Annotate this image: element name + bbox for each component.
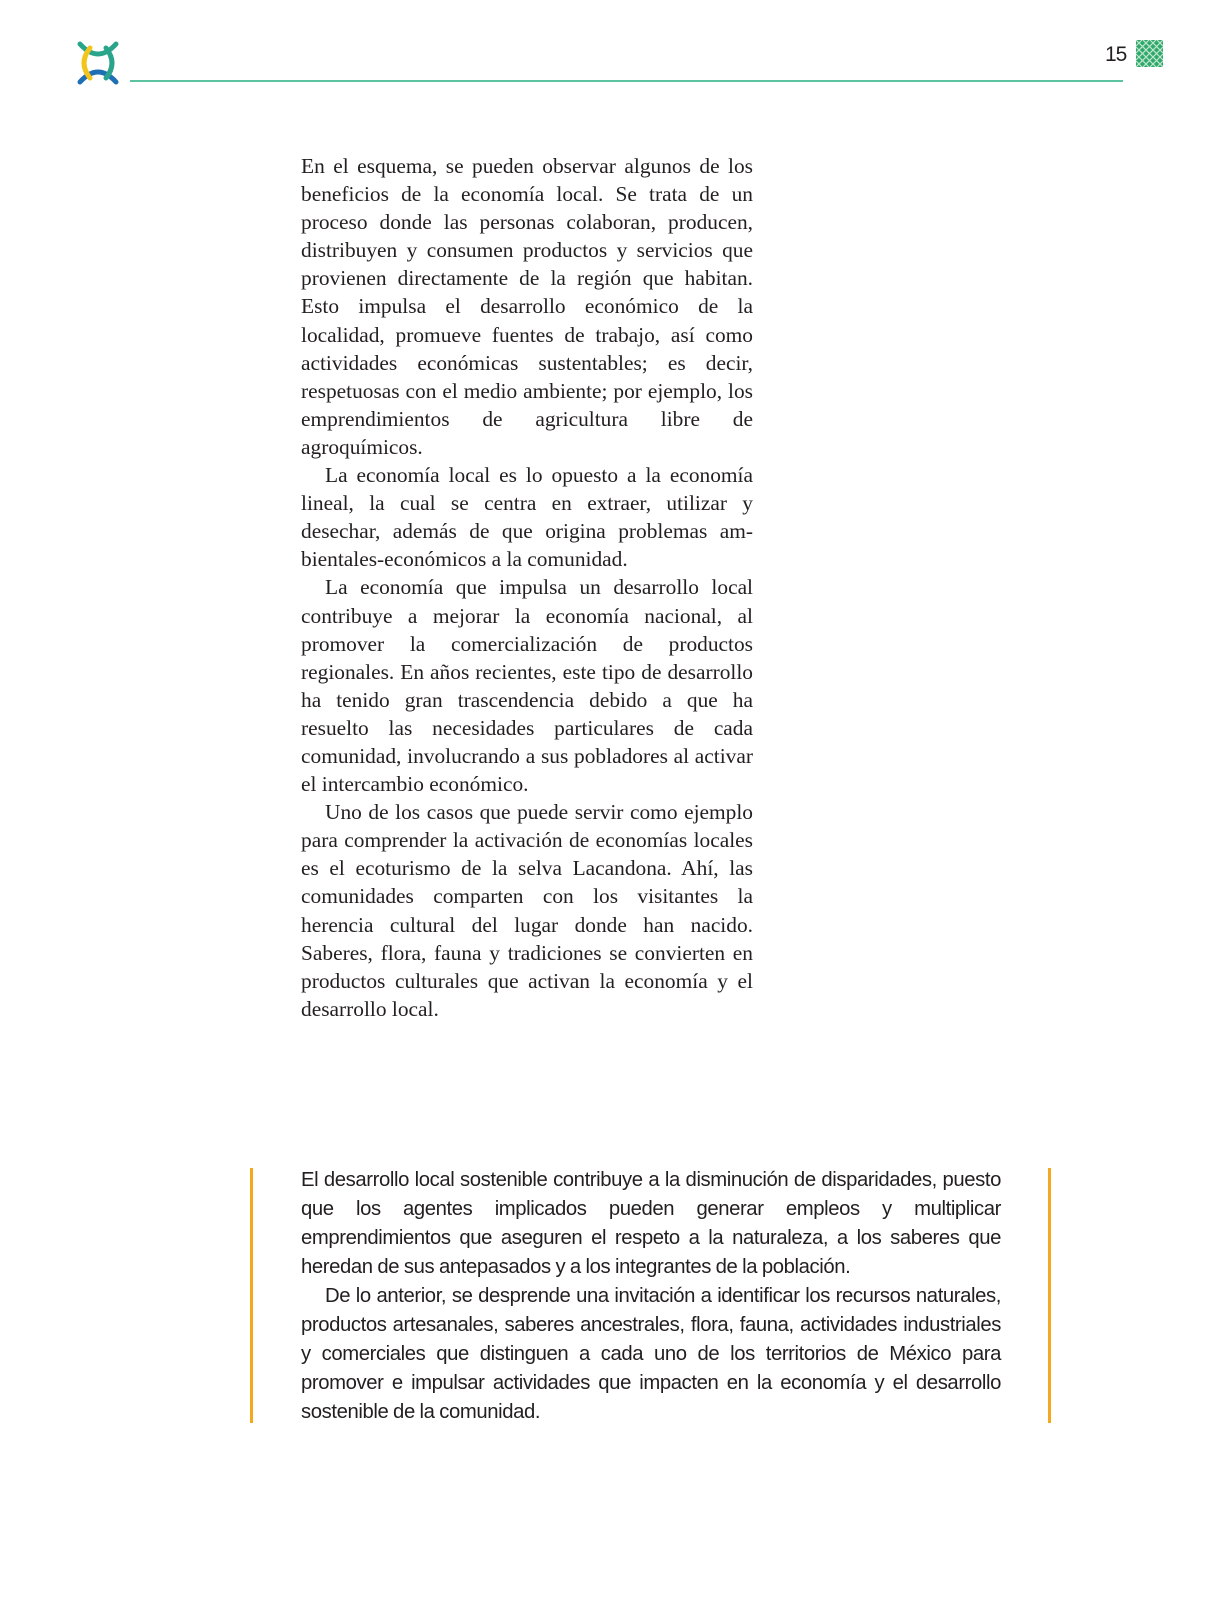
callout-paragraph: De lo anterior, se desprende una invitación a identificar los recursos naturales, productos artesanales, saberes ancestrales, flora, fauna, actividades industriales y comerciales que distinguen a cada uno de los territorios de México para promover e impulsar actividades que impacten en la economía y el desarrollo sostenible de la comunidad. xyxy=(301,1285,1001,1423)
callout-bar-left xyxy=(250,1168,253,1423)
logo-icon xyxy=(76,40,120,86)
pattern-icon xyxy=(1136,40,1163,67)
callout-bar-right xyxy=(1048,1168,1051,1423)
header-rule xyxy=(130,80,1123,82)
main-text xyxy=(301,152,753,1023)
main-paragraph: Uno de los casos que puede servir como ejemplo para comprender la activación de economías locales es el ecoturismo de la selva Lacandona. Ahí, las comunidades comparten con los visitantes la herencia cultural del lugar donde han nacido. Saberes, flora, fauna y tradiciones se convierten en productos culturales que activan la economía y el desarrollo local. xyxy=(301,800,753,1021)
callout-text xyxy=(301,1166,1001,1427)
callout-paragraph: El desarrollo local sostenible contribuye a la disminución de disparidades, puesto que los agentes implicados pueden generar empleos y multiplicar emprendimientos que aseguren el respeto a la naturaleza, a los saberes que heredan de sus antepasados y a los integrantes de la población. xyxy=(301,1169,1001,1278)
main-paragraph: La economía que impulsa un desarrollo local contribuye a mejorar la economía nacional, al promover la comercialización de productos regionales. En años recientes, este tipo de desarrollo ha tenido gran trascendencia debido a que ha resuelto las necesidades particulares de cada comunidad, involucrando a sus pobladores al activar el intercambio económico. xyxy=(301,575,753,797)
main-paragraph: En el esquema, se pueden observar algunos de los beneficios de la economía local. Se trata de un proceso donde las personas colaboran, producen, distribuyen y consumen productos y servicios que provienen directamente de la región que habitan. Esto impulsa el desarrollo económico de la localidad, promueve fuentes de trabajo, así como actividades económicas sustentables; es decir, respetuosas con el medio ambiente; por ejemplo, los emprendimientos de agricultura libre de agroquímicos. xyxy=(301,154,753,459)
main-paragraph: La economía local es lo opuesto a la economía lineal, la cual se centra en extraer, utilizar y desechar, además de que origina problemas ambientales-económicos a la comunidad. xyxy=(301,463,753,572)
page-number: 15 xyxy=(1105,43,1127,66)
